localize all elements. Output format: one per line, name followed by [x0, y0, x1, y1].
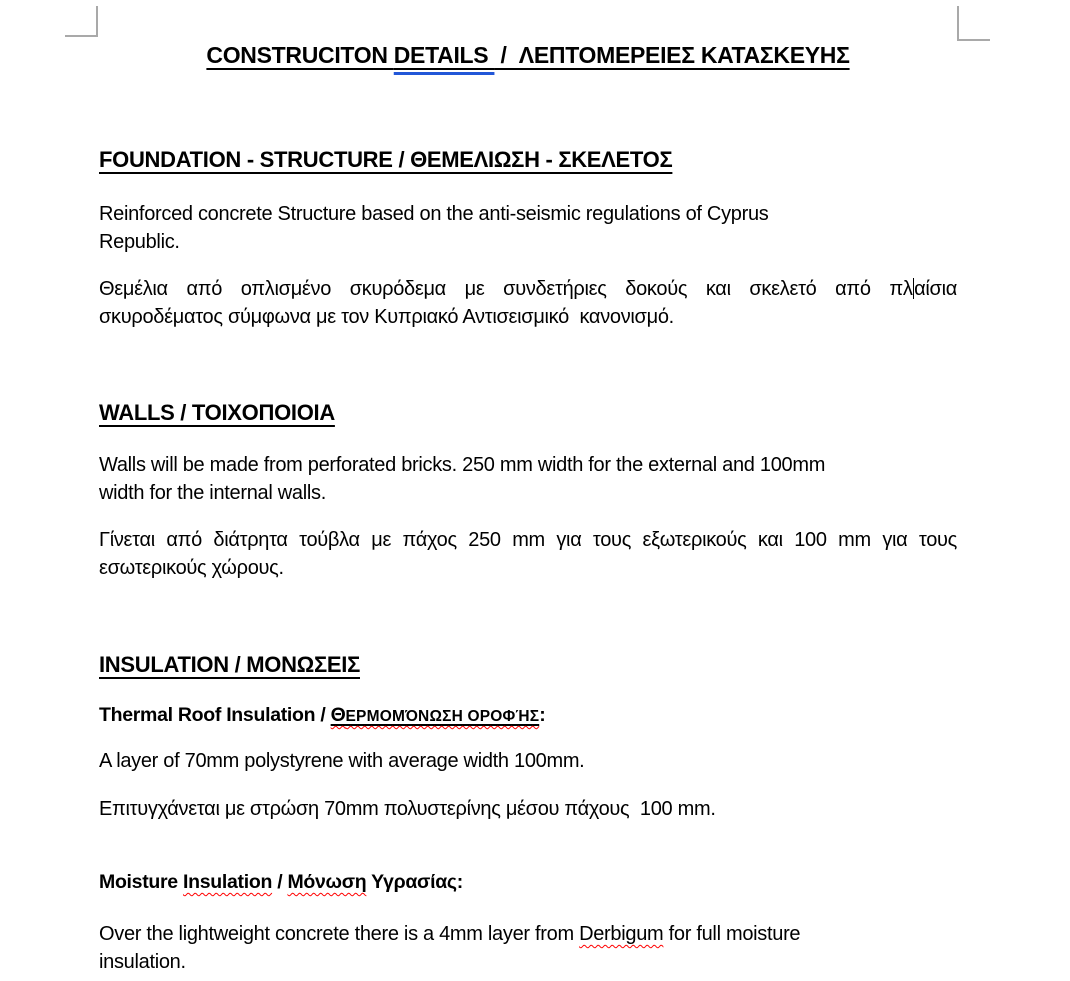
title-text-pre: CONSTRUCITON: [206, 42, 394, 68]
paragraph-text: αίσια: [914, 278, 957, 300]
paragraph-line: εσωτερικούς χώρους.: [99, 556, 284, 579]
spellcheck-flagged-word: Derbigum: [579, 923, 664, 945]
smallcaps-lead-letter: Θ: [330, 704, 346, 726]
subheading-text: /: [272, 871, 288, 893]
spellcheck-flagged-word: Μόνωση: [287, 871, 367, 893]
paragraph-text: Over the lightweight concrete there is a 4mm layer from: [99, 923, 580, 945]
title-grammar-flagged-word: DETAILS: [393, 42, 495, 68]
paragraph-text: for full moisture: [663, 923, 801, 945]
subheading-colon: :: [539, 704, 546, 726]
document-title: [99, 42, 957, 69]
smallcaps-rest-text: ΕΡΜΟΜΌΝΩΣΗ ΟΡΟΦΉΣ: [345, 708, 540, 725]
heading-walls: WALLS / ΤΟΙΧΟΠΟΙΟΙΑ: [99, 400, 335, 425]
heading-foundation-structure: FOUNDATION - STRUCTURE / ΘΕΜΕΛΙΩΣΗ - ΣΚΕΛΕΤΟΣ: [99, 147, 673, 172]
paragraph-line: A layer of 70mm polystyrene with average width 100mm.: [99, 750, 585, 772]
paragraph-line: width for the internal walls.: [99, 481, 326, 504]
paragraph-line: Επιτυγχάνεται με στρώση 70mm πολυστερίνης μέσου πάχους 100 mm.: [99, 798, 716, 820]
paragraph-line: Republic.: [99, 230, 180, 253]
paragraph-line: Γίνεται από διάτρητα τούβλα με πάχος 250 mm για τους εξωτερικούς και 100 mm για τους: [99, 529, 957, 551]
title-text-post: / ΛΕΠΤΟΜΕΡΕΙΕΣ ΚΑΤΑΣΚΕΥΗΣ: [494, 42, 850, 68]
subheading-text: Moisture: [99, 871, 183, 893]
paragraph-moisture-english: [99, 921, 957, 976]
paragraph-line: Reinforced concrete Structure based on the anti-seismic regulations of Cyprus: [99, 203, 769, 225]
spellcheck-flagged-word: Insulation: [182, 871, 273, 893]
subheading-moisture-insulation: [99, 871, 957, 894]
subheading-thermal-roof-insulation: [99, 704, 957, 727]
margin-crop-mark-left: [65, 6, 98, 37]
paragraph-line: Walls will be made from perforated bricks. 250 mm width for the external and 100mm: [99, 454, 826, 476]
paragraph-line: insulation.: [99, 950, 186, 973]
paragraph-line: [99, 921, 957, 949]
paragraph-line: σκυροδέματος σύμφωνα με τον Κυπριακό Αντισεισμικό κανονισμό.: [99, 305, 674, 328]
spellcheck-flagged-text: [331, 704, 540, 726]
paragraph-walls-english: [99, 452, 957, 507]
margin-crop-mark-right: [957, 6, 990, 41]
paragraph-walls-greek: [99, 527, 957, 582]
heading-insulation: INSULATION / ΜΟΝΩΣΕΙΣ: [99, 652, 360, 677]
paragraph-line: [99, 276, 957, 304]
subheading-greek-underlined: [331, 704, 540, 726]
paragraph-thermal-greek: [99, 796, 957, 824]
paragraph-thermal-english: [99, 748, 957, 776]
paragraph-foundation-english: [99, 201, 957, 256]
subheading-text: Υγρασίας:: [366, 871, 463, 893]
paragraph-foundation-greek: [99, 276, 957, 331]
subheading-text-english: Thermal Roof Insulation /: [99, 704, 331, 726]
paragraph-text: Θεμέλια από οπλισμένο σκυρόδεμα με συνδετήριες δοκούς και σκελετό από πλ: [99, 278, 913, 300]
